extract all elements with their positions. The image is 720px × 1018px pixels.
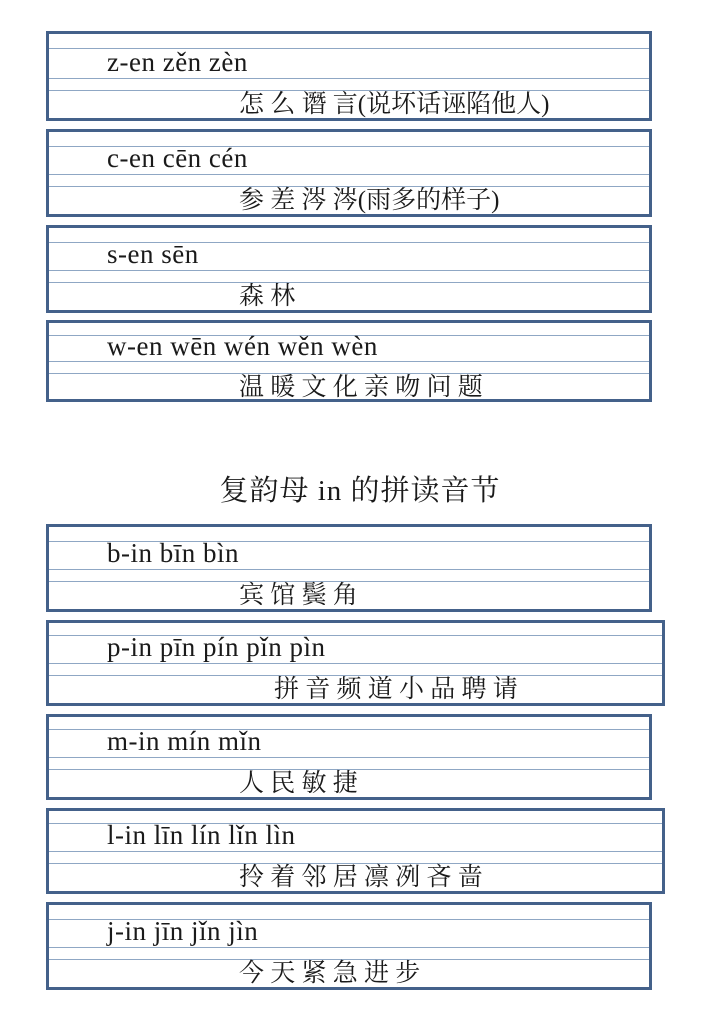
hanzi-row <box>49 184 649 216</box>
syllable-row <box>49 817 662 853</box>
hanzi-row <box>49 861 662 893</box>
hanzi-row <box>49 88 649 120</box>
syllable-text: m-in mín mǐn <box>107 725 262 756</box>
syllable-row <box>49 629 662 665</box>
hanzi-row <box>49 957 649 989</box>
hanzi-row <box>49 579 649 611</box>
hanzi-text: 参 差 涔 涔(雨多的样子) <box>239 186 500 214</box>
syllable-text: b-in bīn bìn <box>107 537 239 568</box>
section-title-in: 复韵母 in 的拼读音节 <box>219 475 501 507</box>
pinyin-grid-box <box>46 31 652 121</box>
hanzi-text: 今 天 紧 急 进 步 <box>239 959 421 987</box>
syllable-row <box>49 329 649 363</box>
pinyin-grid-box <box>46 902 652 990</box>
syllable-text: c-en cēn cén <box>107 142 248 173</box>
syllable-text: p-in pīn pín pǐn pìn <box>107 631 326 662</box>
hanzi-row <box>49 371 649 403</box>
pinyin-grid-box <box>46 320 652 402</box>
syllable-row <box>49 44 649 80</box>
syllable-row <box>49 236 649 272</box>
syllable-row <box>49 535 649 571</box>
hanzi-text: 森 林 <box>239 282 296 310</box>
hanzi-row <box>49 673 662 705</box>
hanzi-row <box>49 280 649 312</box>
syllable-row <box>49 723 649 759</box>
hanzi-text: 怎 么 谮 言(说坏话诬陷他人) <box>239 90 550 118</box>
pinyin-grid-box <box>46 808 665 894</box>
syllable-text: j-in jīn jǐn jìn <box>107 915 259 946</box>
hanzi-row <box>49 767 649 799</box>
pinyin-grid-box <box>46 129 652 217</box>
syllable-text: s-en sēn <box>107 238 199 269</box>
pinyin-grid-box <box>46 524 652 612</box>
pinyin-grid-box <box>46 620 665 706</box>
syllable-text: l-in līn lín lǐn lìn <box>107 819 296 850</box>
hanzi-text: 宾 馆 鬓 角 <box>239 581 358 609</box>
syllable-row <box>49 140 649 176</box>
syllable-row <box>49 913 649 949</box>
pinyin-grid-box <box>46 225 652 313</box>
syllable-text: w-en wēn wén wěn wèn <box>107 330 378 361</box>
hanzi-text: 人 民 敏 捷 <box>239 769 358 797</box>
syllable-text: z-en zěn zèn <box>107 46 248 77</box>
pinyin-grid-box <box>46 714 652 800</box>
hanzi-text: 拼 音 频 道 小 品 聘 请 <box>274 675 518 703</box>
hanzi-text: 拎 着 邻 居 凛 冽 吝 啬 <box>239 863 483 891</box>
hanzi-text: 温 暖 文 化 亲 吻 问 题 <box>239 373 483 401</box>
